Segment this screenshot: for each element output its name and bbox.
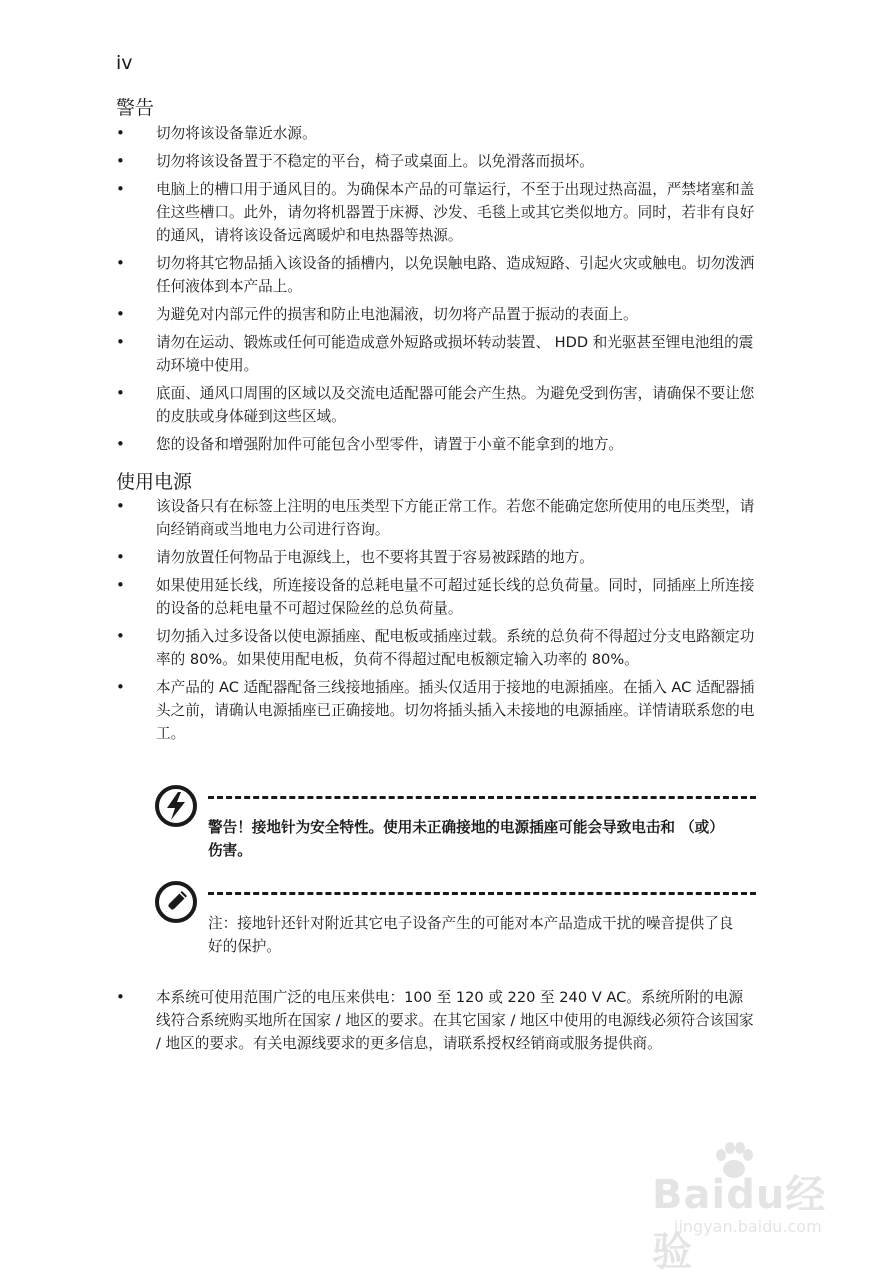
page-number: iv	[116, 52, 133, 74]
list-item: • 切勿将该设备置于不稳定的平台，椅子或桌面上。以免滑落而损坏。	[116, 150, 756, 173]
list-item: • 该设备只有在标签上注明的电压类型下方能正常工作。若您不能确定您所使用的电压类型，请向经销商或当地电力公司进行咨询。	[116, 495, 756, 541]
warnings-list	[116, 122, 756, 461]
section-heading-power: 使用电源	[116, 471, 193, 493]
watermark	[612, 1135, 852, 1275]
list-item: • 切勿插入过多设备以使电源插座、配电板或插座过载。系统的总负荷不得超过分支电路额定功率的 80%。如果使用配电板，负荷不得超过配电板额定输入功率的 80%。	[116, 625, 756, 671]
final-list	[116, 986, 756, 1060]
list-item: • 本产品的 AC 适配器配备三线接地插座。插头仅适用于接地的电源插座。在插入 AC 适配器插头之前，请确认电源插座已正确接地。切勿将插头插入未接地的电源插座。详情请联系您的电工。	[116, 676, 756, 745]
list-item: • 请勿放置任何物品于电源线上，也不要将其置于容易被踩踏的地方。	[116, 546, 756, 569]
section-heading-warnings: 警告	[116, 97, 155, 119]
warning-notice-text: 警告！接地针为安全特性。使用未正确接地的电源插座可能会导致电击和 （或）伤害。	[208, 819, 724, 859]
list-item: • 您的设备和增强附加件可能包含小型零件，请置于小童不能拿到的地方。	[116, 433, 756, 456]
note-pen-icon	[154, 880, 198, 924]
list-item: • 如果使用延长线，所连接设备的总耗电量不可超过延长线的总负荷量。同时，同插座上所连接的设备的总耗电量不可超过保险丝的总负荷量。	[116, 574, 756, 620]
list-item: • 切勿将其它物品插入该设备的插槽内，以免误触电路、造成短路、引起火灾或触电。切勿泼洒任何液体到本产品上。	[116, 252, 756, 298]
list-item: • 为避免对内部元件的损害和防止电池漏液，切勿将产品置于振动的表面上。	[116, 303, 756, 326]
note-notice-text: 注：接地针还针对附近其它电子设备产生的可能对本产品造成干扰的噪音提供了良好的保护。	[208, 915, 734, 955]
list-item: • 电脑上的槽口用于通风目的。为确保本产品的可靠运行，不至于出现过热高温，严禁堵塞和盖住这些槽口。此外，请勿将机器置于床褥、沙发、毛毯上或其它类似地方。同时，若非有良好的通风，请将该设备远离暖炉和电热器等热源。	[116, 178, 756, 247]
list-item: • 底面、通风口周围的区域以及交流电适配器可能会产生热。为避免受到伤害，请确保不要让您的皮肤或身体碰到这些区域。	[116, 382, 756, 428]
electric-shock-warning-icon	[154, 784, 198, 828]
dashed-divider	[208, 796, 756, 799]
list-item: • 本系统可使用范围广泛的电压来供电：100 至 120 或 220 至 240 V AC。系统所附的电源线符合系统购买地所在国家 / 地区的要求。在其它国家 / 地区中使用的电源线必须符合该国家 / 地区的要求。有关电源线要求的更多信息，请联系授权经销商或服务提供商。	[116, 986, 756, 1055]
list-item: • 请勿在运动、锻炼或任何可能造成意外短路或损坏转动装置、 HDD 和光驱甚至锂电池组的震动环境中使用。	[116, 331, 756, 377]
power-list	[116, 495, 756, 750]
watermark-brand: Baidu经验	[652, 1172, 827, 1275]
watermark-site: jingyan.baidu.com	[674, 1217, 822, 1236]
list-item: • 切勿将该设备靠近水源。	[116, 122, 756, 145]
note-notice	[150, 874, 760, 964]
dashed-divider	[208, 892, 756, 895]
warning-notice	[150, 778, 760, 868]
